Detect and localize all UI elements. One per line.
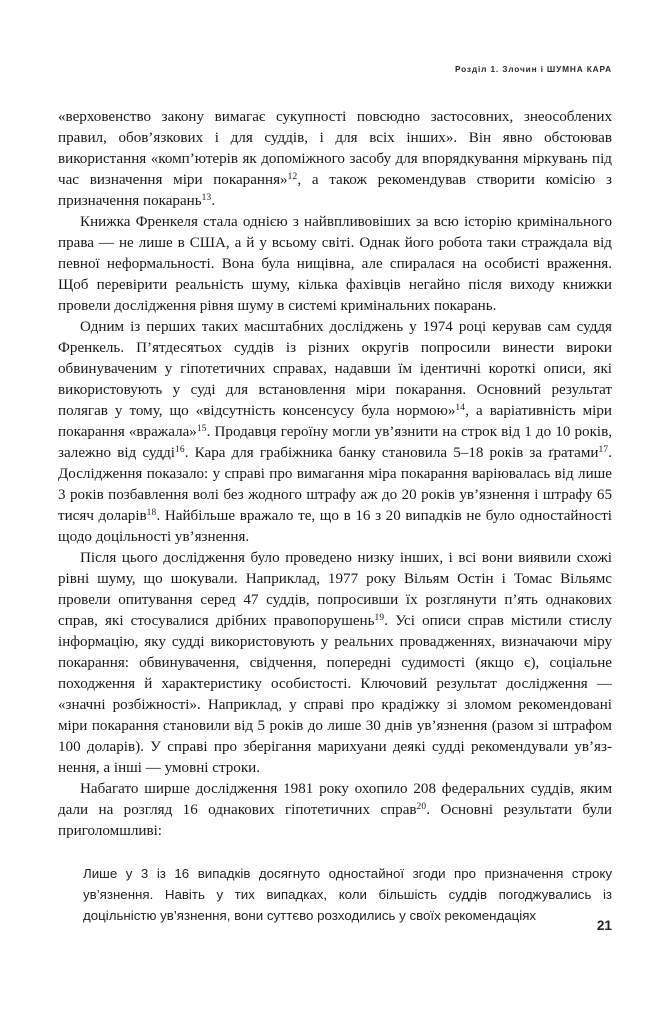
running-head: Розділ 1. Злочин і ШУМНА КАРА bbox=[454, 64, 612, 74]
paragraph-1981-study: Набагато ширше дослідження 1981 року охопило 208 федеральних суддів, яким дали на розгляд 16 однакових гіпотетичних справ$^{20}$. Основні результати були приголомшливі: bbox=[58, 781, 612, 839]
paragraph-frankel-book: Книжка Френкеля стала однією з найвпливовіших за всю історію кримінального права — не лише в США, а й у всьому світі. Однак його робота таки страждала від певної неформальності. Вона була нищівна, але спиралася на особисті враження. Щоб перевірити реальність шуму, кілька фахівців негайно після виходу книжки провели дослідження рівня шуму в системі кримінальних покарань. bbox=[58, 214, 612, 314]
text-column bbox=[58, 107, 612, 926]
paragraph-1974-study: Одним із перших таких масштабних досліджень у 1974 році керував сам суддя Френкель. П’ятдесятьох суддів із різних округів попросили винести вироки обвинуваченим у гіпотетичних справах, надавши їм ідентичні короткі описи, які використовують у суді для встановлення міри покарання. Основний результат полягав у тому, що «відсутність консенсусу була нормою»$^{14}$, а варіативність міри покарання «вражала»$^{15}$. Продавця героїну могли ув’язнити на строк від 1 до 10 років, залежно від судді$^{16}$. Кара для грабіжника банку становила 5–18 років за ґратами$^{17}$. Дослідження показало: у справі про вимагання міра покарання варіювалась від лише 3 років позбавлення волі без жодного штрафу аж до 20 років ув’язнення і штрафу 65 тисяч доларів$^{18}$. Найбільше вражало те, що в 16 з 20 випадків не було одностайності щодо доцільності ув’язнення. bbox=[58, 319, 613, 545]
paragraph-rule-of-law: «верховенство закону вимагає сукупності повсюдно застосовних, знеособлених правил, обов’язкових і для суддів, і для всіх інших». Він явно обстоював використання «комп’ютерів як допоміжного засобу для впорядкування міркувань під час визначення міри покарання»$^{12}$, а також рекомендував створити комісію з призначення покарань$^{13}$. bbox=[58, 109, 612, 209]
page-number: 21 bbox=[596, 918, 612, 933]
block-quote bbox=[58, 863, 612, 926]
block-quote-text: Лише у 3 із 16 випадків досягнуто одностайної згоди про призначення строку ув’язнення. Навіть у тих випадках, коли більшість суддів погоджувались із доцільністю ув’язнення, вони суттєво розходились у своїх рекомендаціях bbox=[83, 866, 612, 923]
paragraph-1977-study: Після цього дослідження було проведено низку інших, і всі вони виявили схожі рівні шуму, що шокували. Наприклад, 1977 року Вільям Остін і Томас Вільямс провели опитування серед 47 суддів, попросивши їх розглянути п’ять однакових справ, які стосувалися дрібних правопорушень$^{19}$. Усі описи справ містили стислу інформацію, яку судді використовують у реальних провадженнях, визначаючи міру покарання: обвинувачення, свідчення, попередні судимості (якщо є), соціальне походження й характеристику особистості. Ключовий результат дослідження — «значні розбіжності». Наприклад, у справі про крадіжку зі зломом рекомендовані міри покарання становили від 5 років до лише 30 днів ув’язнення (разом зі штрафом 100 доларів). У справі про зберігання марихуани деякі судді рекомендували ув’язнення, а інші — умовні строки. bbox=[58, 550, 613, 776]
